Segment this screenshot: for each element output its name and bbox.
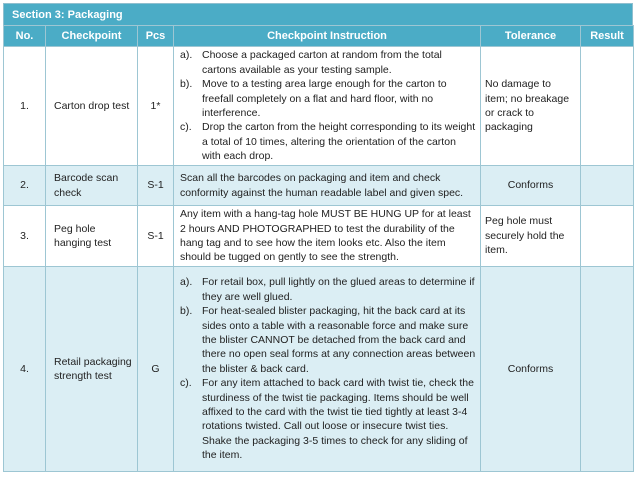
table-row — [4, 267, 634, 472]
row-pcs: G — [138, 267, 174, 472]
row-result-cell[interactable] — [581, 267, 634, 472]
row-checkpoint: Peg hole hanging test — [46, 206, 138, 267]
header-pcs: Pcs — [138, 26, 174, 47]
row-tolerance: Conforms — [481, 166, 581, 206]
packaging-checklist — [3, 3, 633, 472]
header-no: No. — [4, 26, 46, 47]
row-result-cell[interactable] — [581, 166, 634, 206]
row-tolerance: Peg hole must securely hold the item. — [481, 206, 581, 267]
instruction-item: b). For heat-sealed blister packaging, hit the back card at its sides onto a table with a reasonable force and make sure the blister CANNOT be detached from the back card and there no open seal forms at any connection areas between the blister & back card. — [180, 305, 476, 375]
instruction-item: b). Move to a testing area large enough for the carton to freefall completely on a flat and hard floor, with no interference. — [180, 78, 447, 119]
row-result-cell[interactable] — [581, 206, 634, 267]
row-pcs: 1* — [138, 47, 174, 166]
instruction-item: c). Drop the carton from the height corresponding to its weight a total of 10 times, altering the orientation of the carton with each drop. — [180, 121, 476, 163]
section-title: Section 3: Packaging — [3, 3, 633, 25]
row-instruction: Any item with a hang-tag hole MUST BE HUNG UP for at least 2 hours AND PHOTOGRAPHED to test the durability of the hang tag and to see how the item looks etc. Also the item should be tugged on gently to see the strength. — [174, 206, 481, 267]
row-no: 2. — [4, 166, 46, 206]
table-row — [4, 166, 634, 206]
row-tolerance: No damage to item; no breakage or crack to packaging — [481, 47, 581, 166]
instruction-item: c). For any item attached to back card with twist tie, check the sturdiness of the twist tie packaging. Items should be well affixed to the card with the twist tie tied tightly at least 3-4 rotations twisted. Call out loose or insecure twist ties. Shake the packaging 3-5 times to check for any sliding of the item. — [180, 377, 474, 462]
row-no: 4. — [4, 267, 46, 472]
row-instruction — [174, 267, 481, 472]
row-checkpoint: Carton drop test — [46, 47, 138, 166]
instruction-item: a). Choose a packaged carton at random from the total cartons available as your testing sample. — [180, 49, 442, 76]
row-checkpoint: Retail packaging strength test — [46, 267, 138, 472]
table-row — [4, 206, 634, 267]
row-checkpoint: Barcode scan check — [46, 166, 138, 206]
header-tolerance: Tolerance — [481, 26, 581, 47]
row-tolerance: Conforms — [481, 267, 581, 472]
table-header-row — [4, 26, 634, 47]
row-no: 1. — [4, 47, 46, 166]
table-row — [4, 47, 634, 166]
checkpoint-table — [3, 25, 634, 472]
row-instruction: Scan all the barcodes on packaging and item and check conformity against the human readable label and given spec. — [174, 166, 481, 206]
instruction-item: a). For retail box, pull lightly on the glued areas to determine if they are well glued. — [180, 276, 475, 303]
header-instruction: Checkpoint Instruction — [174, 26, 481, 47]
header-checkpoint: Checkpoint — [46, 26, 138, 47]
header-result: Result — [581, 26, 634, 47]
row-result-cell[interactable] — [581, 47, 634, 166]
row-no: 3. — [4, 206, 46, 267]
row-pcs: S-1 — [138, 166, 174, 206]
row-instruction — [174, 47, 481, 166]
row-pcs: S-1 — [138, 206, 174, 267]
